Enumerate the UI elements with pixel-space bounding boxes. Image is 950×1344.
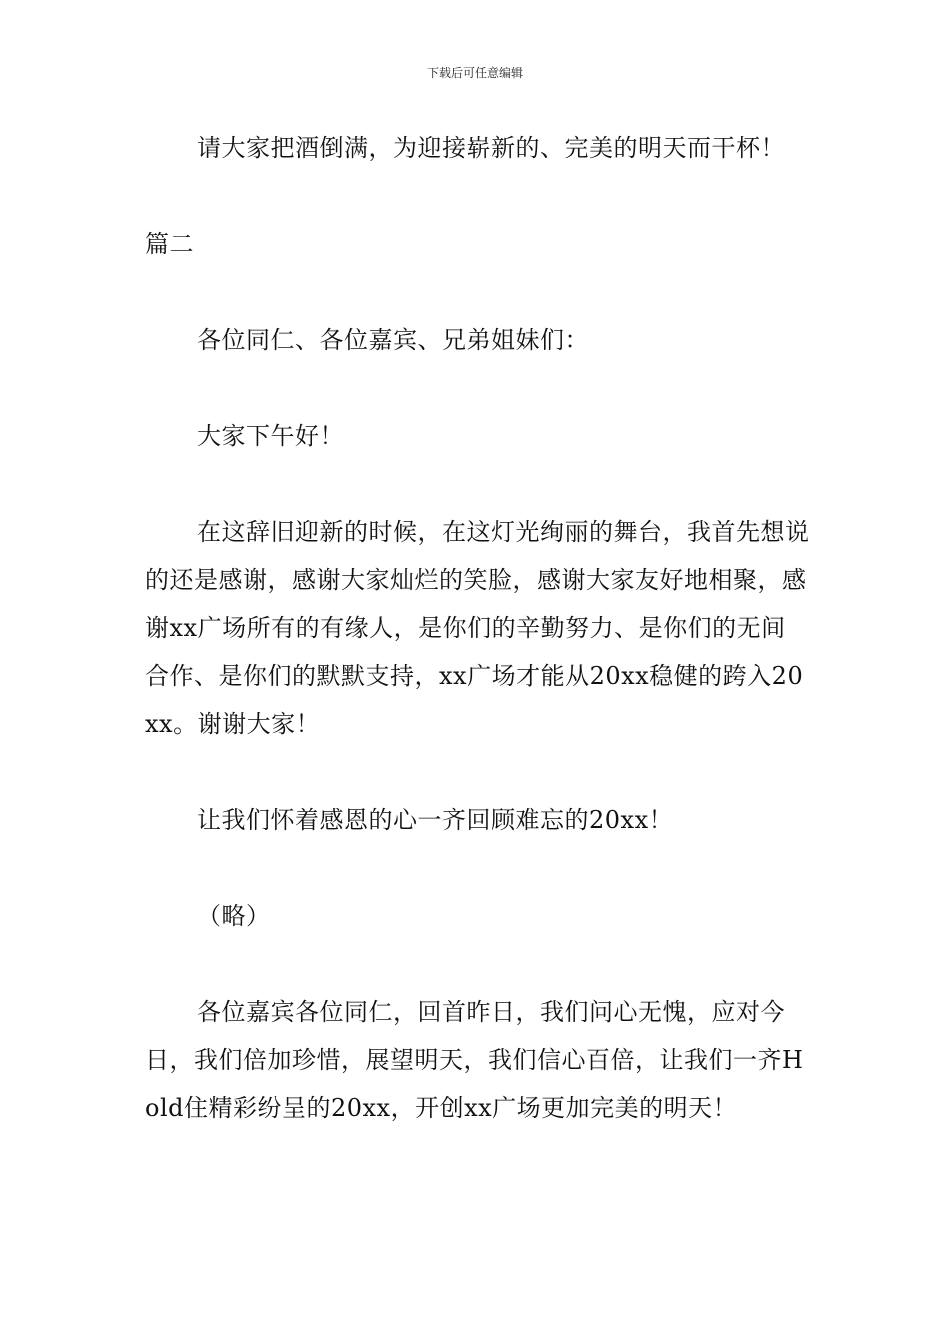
page-header: 下载后可任意编辑 [426, 66, 523, 80]
paragraph-closing: 各位嘉宾各位同仁，回首昨日，我们问心无愧，应对今日，我们倍加珍惜，展望明天，我们信心百倍，让我们一齐Hold住精彩纷呈的20xx，开创xx广场更加完美的明天！ [145, 998, 804, 1122]
paragraph-omitted: （略） [197, 902, 271, 930]
section-heading: 篇二 [145, 230, 194, 258]
paragraph-toast: 请大家把酒倒满，为迎接崭新的、完美的明天而干杯！ [197, 134, 785, 162]
paragraph-salutation: 各位同仁、各位嘉宾、兄弟姐妹们： [197, 326, 589, 354]
paragraph-greeting: 大家下午好！ [197, 422, 344, 450]
paragraph-review: 让我们怀着感恩的心一齐回顾难忘的20xx！ [197, 806, 674, 834]
paragraph-thanks: 在这辞旧迎新的时候，在这灯光绚丽的舞台，我首先想说的还是感谢，感谢大家灿烂的笑脸，感谢大家友好地相聚，感谢xx广场所有的有缘人，是你们的辛勤努力、是你们的无间合作、是你们的默默支持，xx广场才能从20xx稳健的跨入20xx。谢谢大家！ [145, 518, 810, 738]
document-body [145, 124, 810, 1180]
